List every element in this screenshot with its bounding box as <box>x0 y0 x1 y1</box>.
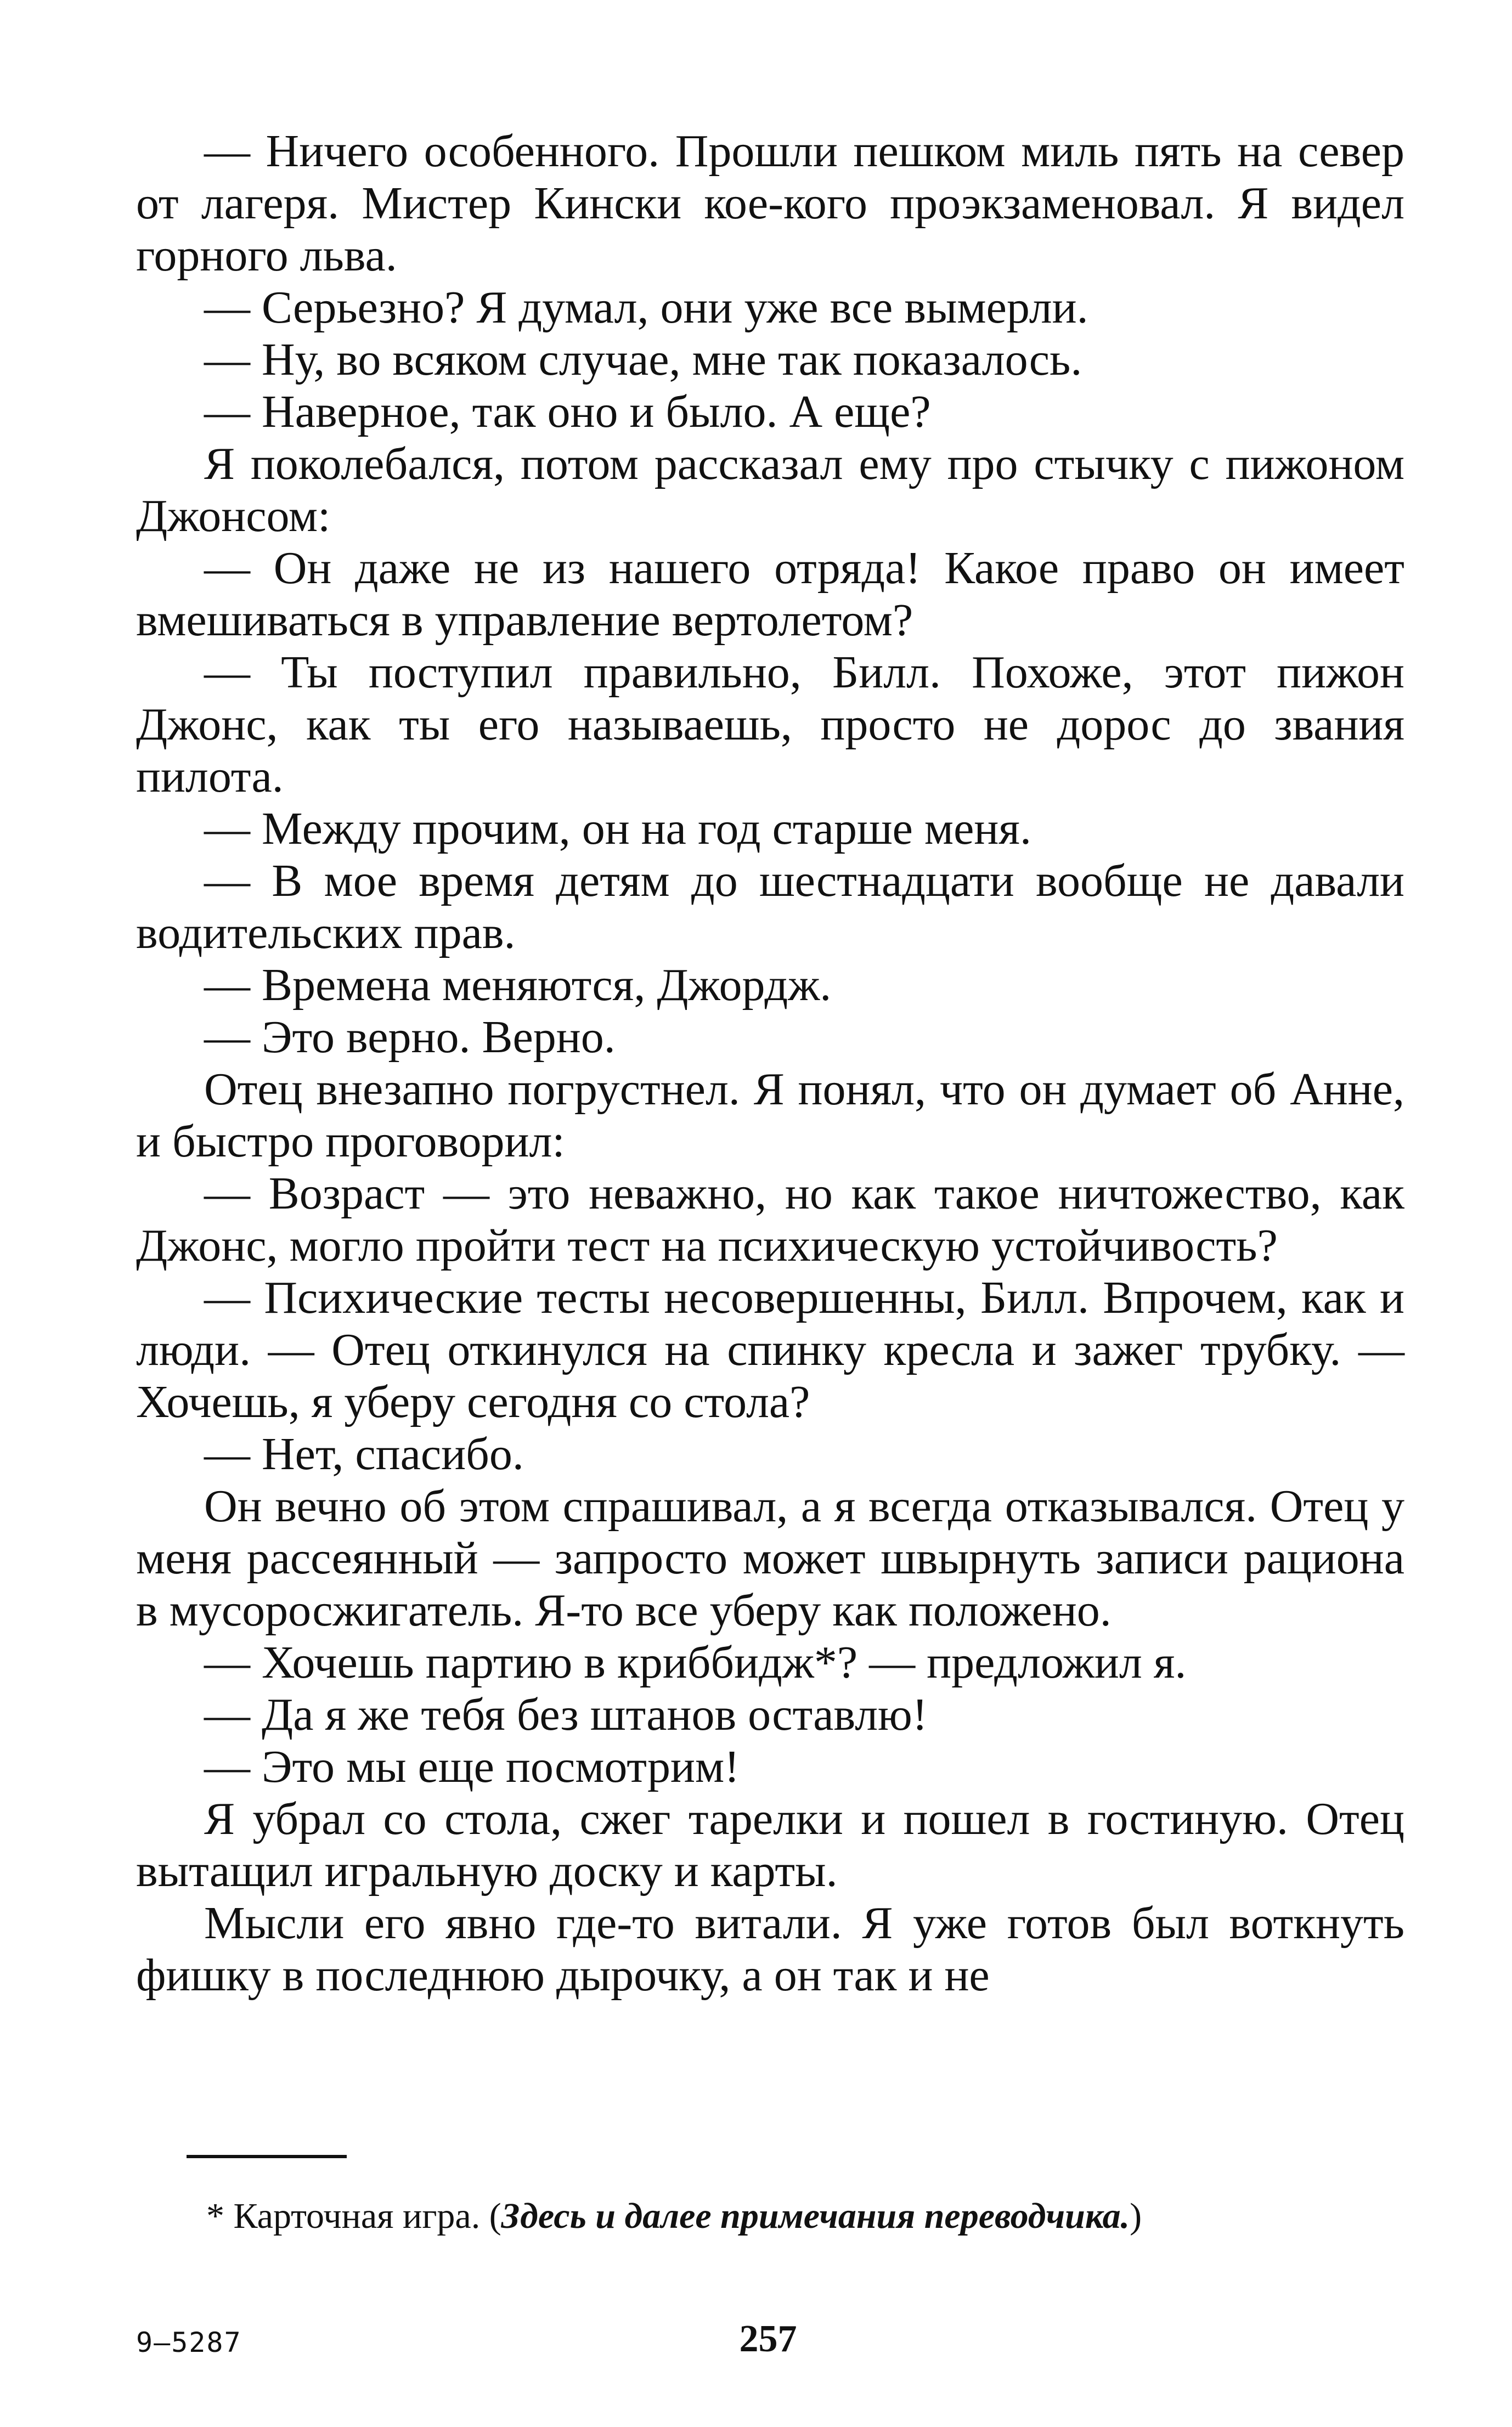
paragraph: — Ничего особенного. Прошли пешком миль пять на север от лагеря. Мистер Кински кое-кого проэкзаменовал. Я видел горного льва. <box>136 126 1404 281</box>
paragraph: — Да я же тебя без штанов оставлю! <box>204 1689 928 1740</box>
paragraph: — Хочешь партию в криббидж*? — предложил я. <box>204 1637 1187 1688</box>
paragraph: — Серьезно? Я думал, они уже все вымерли. <box>204 282 1088 333</box>
paragraph: — Времена меняются, Джордж. <box>204 959 832 1011</box>
paragraph: — Между прочим, он на год старше меня. <box>204 803 1031 854</box>
signature-mark: 9—5287 <box>136 2327 242 2358</box>
paragraph: Я убрал со стола, сжег тарелки и пошел в гостиную. Отец вытащил игральную доску и карты. <box>136 1793 1404 1897</box>
footnote-text: * Карточная игра. ( <box>206 2196 501 2236</box>
paragraph: — Наверное, так оно и было. А еще? <box>204 386 931 437</box>
paragraph: Я поколебался, потом рассказал ему про стычку с пижоном Джонсом: <box>136 438 1404 541</box>
paragraph: — Психические тесты несовершенны, Билл. Впрочем, как и люди. — Отец откинулся на спинку кресла и зажег трубку. — Хочешь, я уберу сегодня со стола? <box>136 1272 1404 1427</box>
paragraph: Мысли его явно где-то витали. Я уже готов был воткнуть фишку в последнюю дырочку, а он так и не <box>136 1898 1404 2001</box>
paragraph: — Это мы еще посмотрим! <box>204 1741 740 1792</box>
body-text <box>136 125 1404 2001</box>
paragraph: — Это верно. Верно. <box>204 1012 616 1063</box>
footnote-italic: Здесь и далее примечания переводчика. <box>501 2196 1130 2236</box>
page-number: 257 <box>739 2318 797 2360</box>
paragraph: Отец внезапно погрустнел. Я понял, что он думает об Анне, и быстро проговорил: <box>136 1064 1404 1167</box>
paragraph: — Нет, спасибо. <box>204 1429 524 1480</box>
paragraph: — В мое время детям до шестнадцати вообще не давали водительских прав. <box>136 855 1404 958</box>
paragraph: — Ну, во всяком случае, мне так показалось. <box>204 334 1082 385</box>
footnote <box>206 2194 1413 2238</box>
paragraph: Он вечно об этом спрашивал, а я всегда отказывался. Отец у меня рассеянный — запросто может швырнуть записи рациона в мусоросжигатель. Я-то все уберу как положено. <box>136 1481 1404 1636</box>
paragraph: — Ты поступил правильно, Билл. Похоже, этот пижон Джонс, как ты его называешь, просто не дорос до звания пилота. <box>136 647 1404 802</box>
paragraph: — Он даже не из нашего отряда! Какое право он имеет вмешиваться в управление вертолетом? <box>136 543 1404 646</box>
paragraph: — Возраст — это неважно, но как такое ничтожество, как Джонс, могло пройти тест на психическую устойчивость? <box>136 1168 1404 1271</box>
footnote-divider <box>187 2155 347 2158</box>
footnote-close: ) <box>1130 2196 1142 2236</box>
